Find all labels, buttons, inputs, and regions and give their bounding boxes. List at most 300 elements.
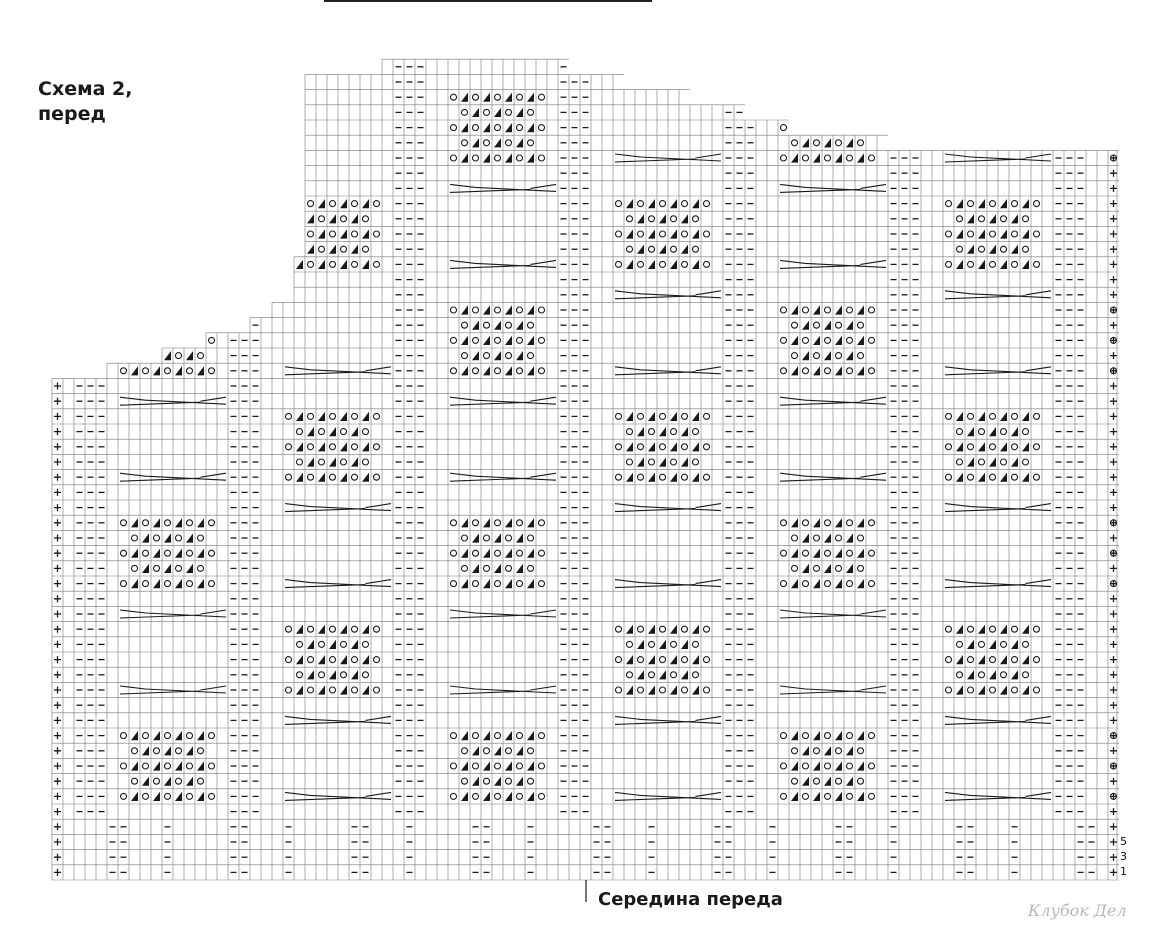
decrease-triangle-icon	[164, 351, 171, 360]
plus-icon	[1110, 717, 1117, 724]
row-number: 3	[1120, 850, 1127, 863]
decrease-triangle-icon	[505, 153, 512, 162]
decrease-triangle-icon	[813, 761, 820, 770]
decrease-triangle-icon	[307, 640, 314, 649]
plus-icon	[54, 443, 61, 450]
yarn-over-circle-icon	[363, 246, 369, 252]
yarn-over-circle-icon	[968, 444, 974, 450]
decrease-triangle-icon	[857, 366, 864, 375]
decrease-triangle-icon	[461, 93, 468, 102]
plus-icon	[1110, 459, 1117, 466]
yarn-over-circle-icon	[682, 444, 688, 450]
yarn-over-circle-icon	[297, 429, 303, 435]
plus-icon	[1110, 504, 1117, 511]
decrease-triangle-icon	[362, 625, 369, 634]
decrease-triangle-icon	[1000, 442, 1007, 451]
decrease-triangle-icon	[1022, 229, 1029, 238]
decrease-triangle-icon	[791, 579, 798, 588]
decrease-triangle-icon	[131, 579, 138, 588]
plus-icon	[1110, 474, 1117, 481]
yarn-over-circle-icon	[946, 201, 952, 207]
plus-icon	[1110, 595, 1117, 602]
yarn-over-circle-icon	[484, 109, 490, 115]
yarn-over-circle-icon	[616, 261, 622, 267]
decrease-triangle-icon	[670, 442, 677, 451]
decrease-triangle-icon	[978, 685, 985, 694]
plus-icon	[54, 398, 61, 405]
yarn-over-circle-icon	[836, 353, 842, 359]
decrease-triangle-icon	[626, 229, 633, 238]
yarn-over-circle-icon	[968, 231, 974, 237]
decrease-triangle-icon	[516, 533, 523, 542]
plus-icon	[1110, 535, 1117, 542]
plus-icon	[54, 595, 61, 602]
plus-icon	[1110, 778, 1117, 785]
plus-icon	[54, 428, 61, 435]
decrease-triangle-icon	[494, 351, 501, 360]
decrease-triangle-icon	[494, 746, 501, 755]
yarn-over-circle-icon	[825, 520, 831, 526]
yarn-over-circle-icon	[363, 641, 369, 647]
yarn-over-circle-icon	[495, 581, 501, 587]
yarn-over-circle-icon	[473, 155, 479, 161]
yarn-over-circle-icon	[473, 307, 479, 313]
yarn-over-circle-icon	[286, 657, 292, 663]
decrease-triangle-icon	[340, 473, 347, 482]
yarn-over-circle-icon	[187, 520, 193, 526]
yarn-over-circle-icon	[792, 565, 798, 571]
yarn-over-circle-icon	[803, 337, 809, 343]
yarn-over-circle-icon	[858, 565, 864, 571]
yarn-over-circle-icon	[330, 413, 336, 419]
yarn-over-circle-icon	[462, 322, 468, 328]
yarn-over-circle-icon	[143, 581, 149, 587]
yarn-over-circle-icon	[506, 748, 512, 754]
decrease-triangle-icon	[142, 746, 149, 755]
yarn-over-circle-icon	[209, 520, 215, 526]
decrease-triangle-icon	[1000, 473, 1007, 482]
plus-icon	[1110, 869, 1117, 876]
plus-icon	[1110, 443, 1117, 450]
decrease-triangle-icon	[340, 685, 347, 694]
decrease-triangle-icon	[505, 761, 512, 770]
decrease-triangle-icon	[307, 670, 314, 679]
yarn-over-circle-icon	[825, 368, 831, 374]
decrease-triangle-icon	[472, 138, 479, 147]
decrease-triangle-icon	[857, 518, 864, 527]
plus-icon	[54, 611, 61, 618]
decrease-triangle-icon	[626, 473, 633, 482]
decrease-triangle-icon	[967, 640, 974, 649]
yarn-over-circle-icon	[495, 368, 501, 374]
yarn-over-circle-icon	[814, 565, 820, 571]
yarn-over-circle-icon	[825, 337, 831, 343]
decrease-triangle-icon	[956, 473, 963, 482]
decrease-triangle-icon	[340, 442, 347, 451]
yarn-over-circle-icon	[374, 231, 380, 237]
yarn-over-circle-icon	[528, 140, 534, 146]
yarn-over-circle-icon	[803, 763, 809, 769]
yarn-over-circle-icon	[528, 748, 534, 754]
yarn-over-circle-icon	[869, 793, 875, 799]
decrease-triangle-icon	[846, 138, 853, 147]
decrease-triangle-icon	[978, 655, 985, 664]
decrease-triangle-icon	[527, 792, 534, 801]
yarn-over-circle-icon	[143, 733, 149, 739]
decrease-triangle-icon	[1000, 655, 1007, 664]
center-front-label: Середина переда	[598, 889, 783, 910]
decrease-triangle-icon	[989, 670, 996, 679]
decrease-triangle-icon	[791, 761, 798, 770]
decrease-triangle-icon	[472, 533, 479, 542]
decrease-triangle-icon	[835, 336, 842, 345]
decrease-triangle-icon	[978, 625, 985, 634]
yarn-over-circle-icon	[836, 748, 842, 754]
plus-icon	[1110, 261, 1117, 268]
plus-icon	[54, 793, 61, 800]
yarn-over-circle-icon	[990, 413, 996, 419]
decrease-triangle-icon	[637, 457, 644, 466]
yarn-over-circle-icon	[495, 733, 501, 739]
plus-icon	[1110, 641, 1117, 648]
yarn-over-circle-icon	[352, 261, 358, 267]
decrease-triangle-icon	[472, 321, 479, 330]
decrease-triangle-icon	[197, 792, 204, 801]
decrease-triangle-icon	[527, 123, 534, 132]
decrease-triangle-icon	[659, 457, 666, 466]
yarn-over-circle-icon	[869, 550, 875, 556]
decrease-triangle-icon	[967, 670, 974, 679]
yarn-over-circle-icon	[176, 778, 182, 784]
decrease-triangle-icon	[857, 549, 864, 558]
yarn-over-circle-icon	[792, 535, 798, 541]
decrease-triangle-icon	[461, 579, 468, 588]
yarn-over-circle-icon	[814, 353, 820, 359]
decrease-triangle-icon	[835, 153, 842, 162]
decrease-triangle-icon	[164, 564, 171, 573]
yarn-over-circle-icon	[539, 550, 545, 556]
yarn-over-circle-icon	[121, 368, 127, 374]
yarn-over-circle-icon	[990, 231, 996, 237]
plus-icon	[1110, 626, 1117, 633]
decrease-triangle-icon	[494, 533, 501, 542]
decrease-triangle-icon	[813, 579, 820, 588]
decrease-triangle-icon	[505, 305, 512, 314]
decrease-triangle-icon	[681, 427, 688, 436]
plus-icon	[1110, 702, 1117, 709]
decrease-triangle-icon	[648, 412, 655, 421]
decrease-triangle-icon	[505, 123, 512, 132]
decrease-triangle-icon	[813, 792, 820, 801]
yarn-over-circle-icon	[330, 444, 336, 450]
decrease-triangle-icon	[197, 366, 204, 375]
yarn-over-circle-icon	[121, 733, 127, 739]
plus-icon	[54, 580, 61, 587]
yarn-over-circle-icon	[649, 641, 655, 647]
yarn-over-circle-icon	[132, 778, 138, 784]
yarn-over-circle-icon	[693, 641, 699, 647]
decrease-triangle-icon	[1011, 457, 1018, 466]
yarn-over-circle-icon	[682, 261, 688, 267]
plus-icon	[54, 626, 61, 633]
yarn-over-circle-icon	[209, 337, 215, 343]
decrease-triangle-icon	[802, 138, 809, 147]
decrease-triangle-icon	[791, 153, 798, 162]
yarn-over-circle-icon	[517, 307, 523, 313]
yarn-over-circle-icon	[517, 125, 523, 131]
yarn-over-circle-icon	[968, 261, 974, 267]
decrease-triangle-icon	[483, 518, 490, 527]
yarn-over-circle-icon	[209, 733, 215, 739]
decrease-triangle-icon	[956, 685, 963, 694]
decrease-triangle-icon	[659, 427, 666, 436]
yarn-over-circle-icon	[1001, 459, 1007, 465]
decrease-triangle-icon	[1011, 245, 1018, 254]
yarn-over-circle-icon	[121, 793, 127, 799]
yarn-over-circle-icon	[286, 474, 292, 480]
yarn-over-circle-icon	[506, 535, 512, 541]
yarn-over-circle-icon	[627, 216, 633, 222]
decrease-triangle-icon	[318, 473, 325, 482]
decrease-triangle-icon	[802, 351, 809, 360]
yarn-over-circle-icon	[1012, 474, 1018, 480]
yarn-over-circle-icon	[352, 413, 358, 419]
yarn-over-circle-icon	[990, 687, 996, 693]
yarn-over-circle-icon	[946, 626, 952, 632]
decrease-triangle-icon	[648, 199, 655, 208]
yarn-over-circle-icon	[484, 140, 490, 146]
yarn-over-circle-icon	[946, 444, 952, 450]
decrease-triangle-icon	[648, 685, 655, 694]
plus-icon	[1110, 413, 1117, 420]
yarn-over-circle-icon	[781, 337, 787, 343]
decrease-triangle-icon	[296, 685, 303, 694]
yarn-over-circle-icon	[1012, 444, 1018, 450]
yarn-over-circle-icon	[704, 231, 710, 237]
decrease-triangle-icon	[197, 731, 204, 740]
decrease-triangle-icon	[791, 518, 798, 527]
decrease-triangle-icon	[846, 351, 853, 360]
decrease-triangle-icon	[505, 518, 512, 527]
decrease-triangle-icon	[813, 305, 820, 314]
decrease-triangle-icon	[197, 579, 204, 588]
decrease-triangle-icon	[527, 518, 534, 527]
decrease-triangle-icon	[175, 792, 182, 801]
decrease-triangle-icon	[483, 93, 490, 102]
decrease-triangle-icon	[846, 533, 853, 542]
yarn-over-circle-icon	[660, 474, 666, 480]
yarn-over-circle-icon	[297, 672, 303, 678]
decrease-triangle-icon	[461, 792, 468, 801]
yarn-over-circle-icon	[803, 155, 809, 161]
yarn-over-circle-icon	[792, 353, 798, 359]
yarn-over-circle-icon	[957, 246, 963, 252]
decrease-triangle-icon	[659, 245, 666, 254]
yarn-over-circle-icon	[165, 581, 171, 587]
decrease-triangle-icon	[681, 670, 688, 679]
yarn-over-circle-icon	[616, 474, 622, 480]
yarn-over-circle-icon	[1012, 201, 1018, 207]
plus-icon	[1110, 170, 1117, 177]
yarn-over-circle-icon	[198, 565, 204, 571]
decrease-triangle-icon	[483, 366, 490, 375]
yarn-over-circle-icon	[825, 550, 831, 556]
yarn-over-circle-icon	[165, 763, 171, 769]
yarn-over-circle-icon	[858, 140, 864, 146]
yarn-over-circle-icon	[660, 201, 666, 207]
yarn-over-circle-icon	[946, 231, 952, 237]
decrease-triangle-icon	[626, 260, 633, 269]
decrease-triangle-icon	[318, 685, 325, 694]
yarn-over-circle-icon	[484, 748, 490, 754]
decrease-triangle-icon	[857, 336, 864, 345]
yarn-over-circle-icon	[814, 140, 820, 146]
decrease-triangle-icon	[692, 655, 699, 664]
decrease-triangle-icon	[670, 199, 677, 208]
grid-lines	[52, 59, 1119, 880]
yarn-over-circle-icon	[363, 672, 369, 678]
decrease-triangle-icon	[527, 731, 534, 740]
plus-icon	[1110, 291, 1117, 298]
yarn-over-circle-icon	[814, 322, 820, 328]
decrease-triangle-icon	[1000, 625, 1007, 634]
decrease-triangle-icon	[186, 533, 193, 542]
decrease-triangle-icon	[307, 457, 314, 466]
yarn-over-circle-icon	[539, 125, 545, 131]
decrease-triangle-icon	[318, 260, 325, 269]
plus-icon	[54, 778, 61, 785]
yarn-over-circle-icon	[957, 672, 963, 678]
yarn-over-circle-icon	[154, 535, 160, 541]
decrease-triangle-icon	[351, 245, 358, 254]
yarn-over-circle-icon	[297, 459, 303, 465]
decrease-triangle-icon	[505, 93, 512, 102]
yarn-over-circle-icon	[121, 520, 127, 526]
yarn-over-circle-icon	[352, 657, 358, 663]
yarn-over-circle-icon	[671, 429, 677, 435]
yarn-over-circle-icon	[528, 535, 534, 541]
decrease-triangle-icon	[472, 351, 479, 360]
decrease-triangle-icon	[824, 351, 831, 360]
yarn-over-circle-icon	[495, 125, 501, 131]
decrease-triangle-icon	[527, 153, 534, 162]
yarn-over-circle-icon	[528, 109, 534, 115]
decrease-triangle-icon	[813, 366, 820, 375]
decrease-triangle-icon	[483, 336, 490, 345]
decrease-triangle-icon	[648, 655, 655, 664]
yarn-over-circle-icon	[517, 550, 523, 556]
decrease-triangle-icon	[296, 260, 303, 269]
yarn-over-circle-icon	[506, 353, 512, 359]
decrease-triangle-icon	[670, 685, 677, 694]
yarn-over-circle-icon	[990, 444, 996, 450]
yarn-over-circle-icon	[869, 155, 875, 161]
decrease-triangle-icon	[692, 442, 699, 451]
plus-icon	[1110, 808, 1117, 815]
yarn-over-circle-icon	[968, 657, 974, 663]
yarn-over-circle-icon	[209, 368, 215, 374]
yarn-over-circle-icon	[462, 778, 468, 784]
yarn-over-circle-icon	[638, 261, 644, 267]
yarn-over-circle-icon	[682, 474, 688, 480]
decrease-triangle-icon	[329, 640, 336, 649]
decrease-triangle-icon	[692, 412, 699, 421]
decrease-triangle-icon	[461, 336, 468, 345]
decrease-triangle-icon	[296, 625, 303, 634]
yarn-over-circle-icon	[473, 125, 479, 131]
yarn-over-circle-icon	[154, 748, 160, 754]
decrease-triangle-icon	[329, 245, 336, 254]
yarn-over-circle-icon	[319, 641, 325, 647]
decrease-triangle-icon	[186, 564, 193, 573]
yarn-over-circle-icon	[319, 216, 325, 222]
decrease-triangle-icon	[318, 412, 325, 421]
plus-icon	[54, 854, 61, 861]
plus-icon	[1110, 383, 1117, 390]
yarn-over-circle-icon	[198, 778, 204, 784]
decrease-triangle-icon	[142, 777, 149, 786]
yarn-over-circle-icon	[792, 778, 798, 784]
plus-icon	[1110, 489, 1117, 496]
yarn-over-circle-icon	[132, 565, 138, 571]
yarn-over-circle-icon	[1023, 246, 1029, 252]
decrease-triangle-icon	[131, 366, 138, 375]
decrease-triangle-icon	[483, 792, 490, 801]
decrease-triangle-icon	[197, 549, 204, 558]
yarn-over-circle-icon	[319, 246, 325, 252]
yarn-over-circle-icon	[451, 550, 457, 556]
yarn-over-circle-icon	[352, 201, 358, 207]
yarn-over-circle-icon	[451, 763, 457, 769]
yarn-over-circle-icon	[946, 474, 952, 480]
yarn-over-circle-icon	[297, 641, 303, 647]
decrease-triangle-icon	[340, 625, 347, 634]
decrease-triangle-icon	[956, 625, 963, 634]
yarn-over-circle-icon	[374, 261, 380, 267]
decrease-triangle-icon	[527, 549, 534, 558]
stitch-symbols	[54, 67, 1117, 876]
yarn-over-circle-icon	[363, 216, 369, 222]
yarn-over-circle-icon	[121, 763, 127, 769]
yarn-over-circle-icon	[825, 793, 831, 799]
yarn-over-circle-icon	[209, 793, 215, 799]
yarn-over-circle-icon	[341, 672, 347, 678]
yarn-over-circle-icon	[495, 155, 501, 161]
decrease-triangle-icon	[956, 412, 963, 421]
yarn-over-circle-icon	[1034, 626, 1040, 632]
decrease-triangle-icon	[340, 655, 347, 664]
yarn-over-circle-icon	[451, 733, 457, 739]
yarn-over-circle-icon	[539, 520, 545, 526]
yarn-over-circle-icon	[847, 793, 853, 799]
decrease-triangle-icon	[813, 731, 820, 740]
decrease-triangle-icon	[791, 731, 798, 740]
yarn-over-circle-icon	[671, 672, 677, 678]
decrease-triangle-icon	[956, 229, 963, 238]
decrease-triangle-icon	[1000, 199, 1007, 208]
yarn-over-circle-icon	[968, 474, 974, 480]
decrease-triangle-icon	[648, 442, 655, 451]
decrease-triangle-icon	[978, 199, 985, 208]
yarn-over-circle-icon	[616, 231, 622, 237]
decrease-triangle-icon	[967, 214, 974, 223]
yarn-over-circle-icon	[671, 216, 677, 222]
decrease-triangle-icon	[824, 777, 831, 786]
yarn-over-circle-icon	[165, 550, 171, 556]
decrease-triangle-icon	[362, 685, 369, 694]
yarn-over-circle-icon	[462, 748, 468, 754]
yarn-over-circle-icon	[627, 429, 633, 435]
